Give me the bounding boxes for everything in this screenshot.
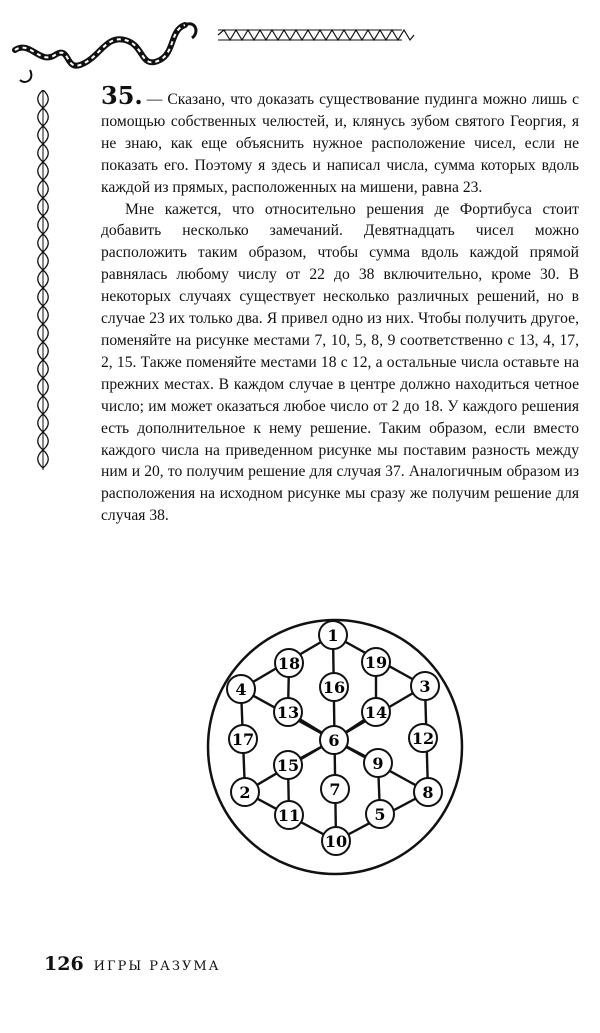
node-mid-left-inner	[274, 698, 302, 726]
node-bottom-right-inner	[366, 800, 394, 828]
svg-text:4: 4	[235, 680, 247, 699]
node-top	[319, 621, 347, 649]
problem-text	[101, 81, 579, 527]
svg-text:16: 16	[322, 678, 346, 697]
svg-text:17: 17	[231, 730, 255, 749]
svg-text:18: 18	[277, 654, 301, 673]
node-lower-left-inner	[274, 751, 302, 779]
page-number: 126	[44, 953, 84, 975]
svg-text:19: 19	[364, 653, 388, 672]
node-mid-right-inner	[362, 698, 390, 726]
node-lower-right-inner	[364, 749, 392, 777]
node-center	[320, 726, 348, 754]
node-right-mid	[409, 724, 437, 752]
svg-text:9: 9	[372, 754, 384, 773]
target-diagram	[203, 615, 468, 880]
node-center-lower	[321, 775, 349, 803]
node-left-mid	[229, 725, 257, 753]
node-right-lower	[414, 778, 442, 806]
node-center-upper	[320, 673, 348, 701]
node-upper-left-inner	[275, 649, 303, 677]
zigzag-band-ornament	[218, 30, 414, 40]
svg-text:8: 8	[422, 783, 434, 802]
svg-text:10: 10	[324, 832, 348, 851]
svg-text:14: 14	[364, 703, 388, 722]
svg-text:3: 3	[419, 677, 431, 696]
problem-number: 35.	[101, 81, 143, 110]
node-bottom-left-inner	[275, 801, 303, 829]
node-left-lower	[231, 778, 259, 806]
node-left-upper	[227, 675, 255, 703]
ribbon-ornament	[10, 10, 570, 90]
paragraph-2: Мне кажется, что относительно решения де Фортибуса стоит добавить несколько замечаний. Девятнадцать чисел можно расположить таким образом, чтобы сумма вдоль каждой прямой равнялась любому числу от 22 до 38 включительно, кроме 30. В некоторых случаях существует несколько различных решений, но в случае 23 их только два. Я привел одно из них. Чтобы получить другое, поменяйте на рисунке местами 7, 10, 5, 8, 9 соответственно с 13, 4, 17, 2, 15. Также поменяйте местами 18 с 12, а остальные числа оставьте на прежних местах. В каждом случае в центре должно находиться четное число; им может оказаться любое число от 2 до 18. У каждого решения есть дополнительное к нему решение. Таким образом, если вместо каждого числа на приведенном рисунке мы поставим разность между ним и 20, то получим решение для случая 37. Аналогичным образом из расположения на исходном рисунке мы сразу же получим решение для случая 38.	[101, 200, 579, 525]
svg-text:2: 2	[239, 783, 251, 802]
paragraph-1-text: — Сказано, что доказать существование пудинга можно лишь с помощью собственных челюстей, и, клянусь зубом святого Георгия, я не знаю, как еще объяснить нужное расположение чисел, если не показать его. Поэтому я здесь и написал числа, сумма которых вдоль каждой из прямых, расположенных на мишени, равна 23.	[101, 91, 579, 196]
svg-text:1: 1	[327, 626, 339, 645]
node-bottom	[322, 827, 350, 855]
svg-text:6: 6	[328, 731, 340, 750]
running-title: ИГРЫ РАЗУМА	[93, 959, 221, 974]
svg-text:5: 5	[374, 805, 386, 824]
paragraph-1	[101, 81, 579, 199]
svg-text:7: 7	[329, 780, 341, 799]
svg-text:15: 15	[276, 756, 300, 775]
svg-text:12: 12	[411, 729, 435, 748]
page-footer	[44, 953, 221, 975]
svg-text:11: 11	[277, 806, 301, 825]
node-upper-right-inner	[362, 648, 390, 676]
svg-text:13: 13	[276, 703, 300, 722]
vertical-chain-ornament	[32, 90, 54, 470]
node-right-upper	[411, 672, 439, 700]
